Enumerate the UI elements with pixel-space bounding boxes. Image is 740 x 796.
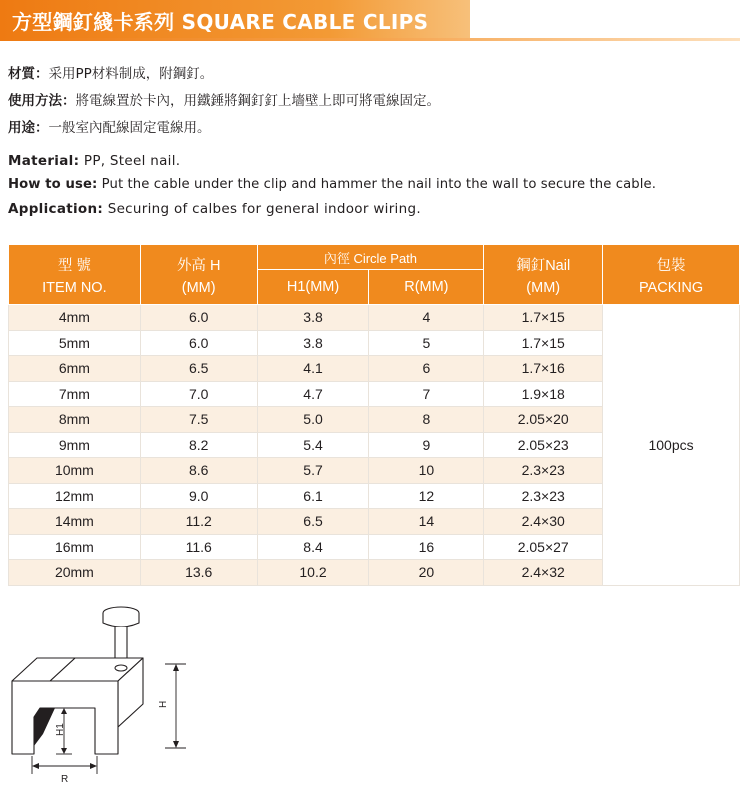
en-usage-line: [8, 177, 656, 192]
height-cell: 7.5: [140, 407, 257, 433]
height-cell: 8.2: [140, 432, 257, 458]
clip-inner-shadow: [34, 708, 55, 746]
nail-cell: 2.3×23: [484, 458, 603, 484]
packing-cell: 100pcs: [603, 305, 740, 586]
h1-cell: 4.7: [257, 381, 369, 407]
cn-application-label: 用途：: [8, 120, 49, 136]
cn-usage-line: [8, 89, 440, 109]
nail-cell: 2.4×32: [484, 560, 603, 586]
item-cell: 6mm: [9, 356, 141, 382]
height-cell: 6.0: [140, 330, 257, 356]
item-cell: 12mm: [9, 483, 141, 509]
clip-diagram: [0, 596, 210, 796]
r-cell: 5: [369, 330, 484, 356]
en-application-text: Securing of calbes for general indoor wiring.: [103, 201, 421, 217]
h1-cell: 4.1: [257, 356, 369, 382]
height-cell: 11.2: [140, 509, 257, 535]
nail-head-rim: [103, 613, 139, 627]
r-cell: 10: [369, 458, 484, 484]
item-cell: 14mm: [9, 509, 141, 535]
dim-label-h: H: [158, 700, 169, 708]
h1-cell: 5.7: [257, 458, 369, 484]
header-circle-path: 內徑 Circle Path: [257, 245, 484, 270]
height-cell: 6.0: [140, 305, 257, 331]
r-cell: 6: [369, 356, 484, 382]
height-cell: 13.6: [140, 560, 257, 586]
h1-cell: 6.5: [257, 509, 369, 535]
r-cell: 12: [369, 483, 484, 509]
nail-cell: 2.4×30: [484, 509, 603, 535]
nail-cell: 2.05×27: [484, 534, 603, 560]
nail-cell: 2.05×20: [484, 407, 603, 433]
title-bar: [0, 0, 740, 40]
cn-application-line: [8, 116, 211, 136]
header-item: 型 號 ITEM NO.: [9, 245, 141, 305]
title-bar-underline: [0, 38, 740, 41]
h1-cell: 8.4: [257, 534, 369, 560]
cn-application-text: 一般室內配線固定電線用。: [48, 120, 211, 136]
nail-cell: 1.9×18: [484, 381, 603, 407]
dim-label-h1: H1: [55, 723, 66, 736]
item-cell: 7mm: [9, 381, 141, 407]
nail-cell: 1.7×16: [484, 356, 603, 382]
clip-front-face: [12, 681, 118, 754]
page-title: 方型鋼釘綫卡系列 SQUARE CABLE CLIPS: [12, 10, 429, 34]
nail-cell: 2.05×23: [484, 432, 603, 458]
header-packing: 包裝 PACKING: [603, 245, 740, 305]
r-cell: 8: [369, 407, 484, 433]
header-h1: H1(MM): [257, 270, 369, 305]
height-cell: 11.6: [140, 534, 257, 560]
h1-cell: 10.2: [257, 560, 369, 586]
height-cell: 6.5: [140, 356, 257, 382]
table-row: [9, 305, 740, 331]
nail-cell: 1.7×15: [484, 330, 603, 356]
height-cell: 9.0: [140, 483, 257, 509]
nail-cell: 1.7×15: [484, 305, 603, 331]
item-cell: 5mm: [9, 330, 141, 356]
cn-material-line: [8, 62, 213, 82]
cn-material-text: 采用PP材料制成，附鋼釘。: [48, 66, 214, 82]
en-material-line: [8, 153, 180, 169]
item-cell: 4mm: [9, 305, 141, 331]
cn-usage-text: 將電線置於卡內，用鐵錘將鋼釘釘上墻壁上即可將電線固定。: [75, 93, 440, 109]
height-cell: 8.6: [140, 458, 257, 484]
header-height: 外高 H (MM): [140, 245, 257, 305]
en-usage-label: How to use:: [8, 177, 98, 192]
header-r: R(MM): [369, 270, 484, 305]
en-material-text: PP, Steel nail.: [79, 153, 181, 169]
nail-hole: [115, 665, 127, 671]
item-cell: 8mm: [9, 407, 141, 433]
cn-usage-label: 使用方法：: [8, 93, 76, 109]
dim-label-r: R: [61, 774, 69, 785]
item-cell: 20mm: [9, 560, 141, 586]
r-cell: 7: [369, 381, 484, 407]
item-cell: 9mm: [9, 432, 141, 458]
r-cell: 20: [369, 560, 484, 586]
en-application-label: Application:: [8, 201, 104, 217]
r-cell: 9: [369, 432, 484, 458]
h1-cell: 3.8: [257, 330, 369, 356]
cn-material-label: 材質：: [8, 66, 49, 82]
spec-table: [8, 244, 740, 586]
h1-cell: 3.8: [257, 305, 369, 331]
en-material-label: Material:: [8, 153, 80, 169]
h1-cell: 5.4: [257, 432, 369, 458]
h1-cell: 5.0: [257, 407, 369, 433]
h1-cell: 6.1: [257, 483, 369, 509]
item-cell: 16mm: [9, 534, 141, 560]
en-usage-text: Put the cable under the clip and hammer the nail into the wall to secure the cable.: [97, 177, 657, 192]
item-cell: 10mm: [9, 458, 141, 484]
header-nail: 鋼釘Nail (MM): [484, 245, 603, 305]
r-cell: 14: [369, 509, 484, 535]
height-cell: 7.0: [140, 381, 257, 407]
r-cell: 16: [369, 534, 484, 560]
nail-cell: 2.3×23: [484, 483, 603, 509]
en-application-line: [8, 201, 421, 217]
r-cell: 4: [369, 305, 484, 331]
